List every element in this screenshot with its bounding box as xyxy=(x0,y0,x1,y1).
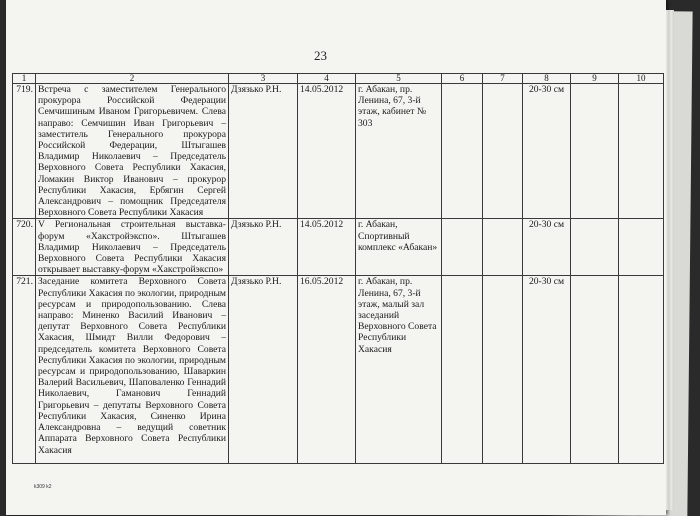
column-header: 2 xyxy=(36,74,229,84)
record-date: 14.05.2012 xyxy=(298,84,356,219)
table-row xyxy=(13,84,664,219)
record-date: 16.05.2012 xyxy=(298,276,356,464)
record-author: Дзязько Р.Н. xyxy=(229,276,298,464)
table-row xyxy=(13,276,664,464)
record-date: 14.05.2012 xyxy=(298,219,356,276)
record-place: г. Абакан, Спортивный комплекс «Абакан» xyxy=(356,219,442,276)
column-header: 3 xyxy=(229,74,298,84)
table-row xyxy=(13,219,664,276)
record-number: 721. xyxy=(13,276,36,464)
page-number: 23 xyxy=(314,48,327,63)
column-header: 6 xyxy=(442,74,483,84)
catalog-table xyxy=(12,73,664,464)
record-description: V Региональная строительная выставка-форум «Хакстройэкспо». Штыгашев Владимир Николаевич – Председатель Верховного Совета Республики Хакасия открывает выставку-форум «Хакстройэкспо» xyxy=(36,219,229,276)
record-description: Встреча с заместителем Генерального прокурора Российской Федерации Семчишиным Иваном Григорьевичем. Слева направо: Семчишин Иван Григорьевич – заместитель Генерального прокурора Российской Федерации, Штыгашев Владимир Николаевич – Председатель Верховного Совета Республики Хакасия, Ломакин Виктор Иванович – прокурор Республики Хакасия, Ербягин Сергей Александрович – помощник Председателя Верховного Совета Республики Хакасия xyxy=(36,84,229,219)
record-place: г. Абакан, пр. Ленина, 67, 3-й этаж, малый зал заседаний Верховного Совета Республики Хакасия xyxy=(356,276,442,464)
record-author: Дзязько Р.Н. xyxy=(229,84,298,219)
page-edge xyxy=(666,10,674,510)
column-header: 7 xyxy=(483,74,523,84)
column-header: 10 xyxy=(619,74,664,84)
column-header: 8 xyxy=(523,74,571,84)
column-header: 1 xyxy=(13,74,36,84)
record-number: 719. xyxy=(13,84,36,219)
record-size: 20-30 см xyxy=(523,84,571,219)
record-size: 20-30 см xyxy=(523,219,571,276)
record-author: Дзязько Р.Н. xyxy=(229,219,298,276)
column-header: 4 xyxy=(298,74,356,84)
record-size: 20-30 см xyxy=(523,276,571,464)
column-number-row xyxy=(13,74,664,84)
footer-code: k309 k2 xyxy=(34,484,52,490)
record-number: 720. xyxy=(13,219,36,276)
column-header: 9 xyxy=(571,74,619,84)
record-place: г. Абакан, пр. Ленина, 67, 3-й этаж, кабинет № 303 xyxy=(356,84,442,219)
document-page xyxy=(6,0,666,515)
record-description: Заседание комитета Верховного Совета Республики Хакасия по экологии, природным ресурсам и природопользованию. Слева направо: Миненко Василий Иванович – депутат Верховного Совета Республики Хакасия, Шмидт Вилли Федорович – председатель комитета Верховного Совета Республики Хакасия по экологии, природным ресурсам и природопользованию, Шаваркин Валерий Васильевич, Шаповаленко Геннадий Николаевич, Гаманович Геннадий Григорьевич – депутаты Верховного Совета Республики Хакасия, Синенко Ирина Александровна – ведущий советник Аппарата Верховного Совета Республики Хакасия xyxy=(36,276,229,464)
column-header: 5 xyxy=(356,74,442,84)
